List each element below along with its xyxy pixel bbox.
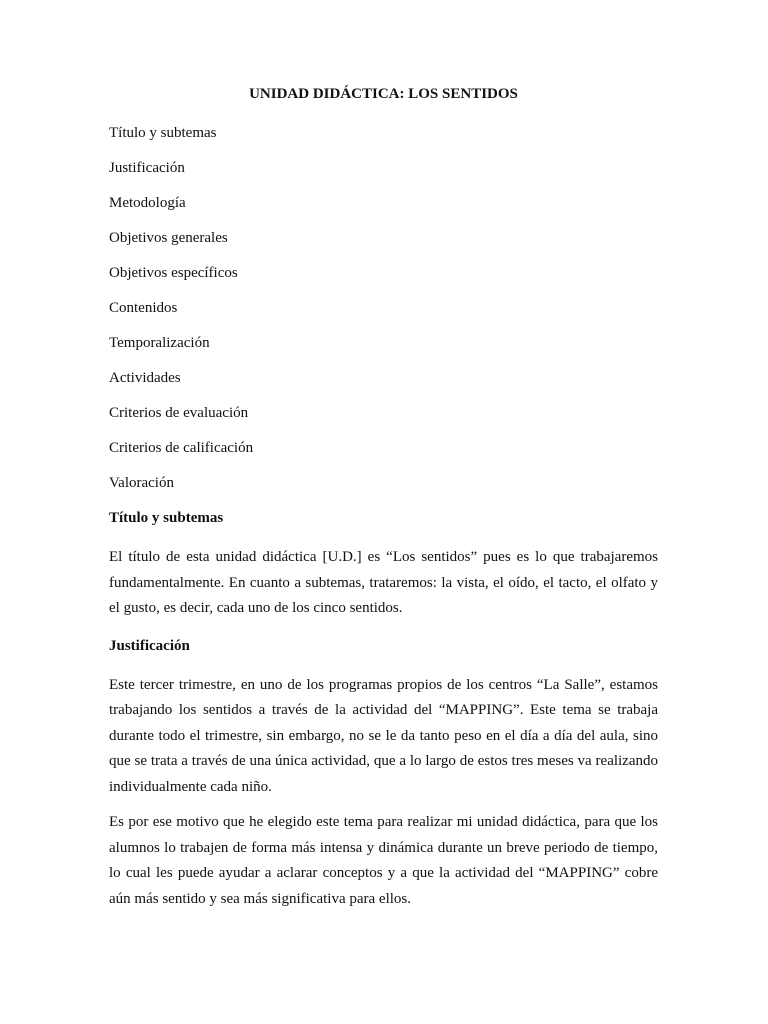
section-heading-justificacion: Justificación <box>109 637 190 654</box>
toc-item: Metodología <box>109 195 186 211</box>
paragraph: El título de esta unidad didáctica [U.D.] es “Los sentidos” pues es lo que trabajaremos fundamentalmente. En cuanto a subtemas, trataremos: la vista, el oído, el tacto, el olfato y el gusto, es decir, cada uno de los cinco sentidos. <box>109 549 658 616</box>
table-of-contents <box>109 123 658 493</box>
toc-item: Contenidos <box>109 300 178 316</box>
toc-item: Criterios de calificación <box>109 440 254 456</box>
document-page <box>109 84 658 922</box>
toc-item: Valoración <box>109 475 174 491</box>
section-heading-titulo: Título y subtemas <box>109 510 224 526</box>
toc-item: Objetivos específicos <box>109 265 238 281</box>
toc-item: Actividades <box>109 370 181 386</box>
paragraph: Este tercer trimestre, en uno de los programas propios de los centros “La Salle”, estamos trabajando los sentidos a través de la actividad del “MAPPING”. Este tema se trabaja durante todo el trimestre, sin embargo, no se le da tanto peso en el día a día del aula, sino que se trata a través de una única actividad, que a lo largo de estos tres meses va realizando individualmente cada niño. <box>109 676 658 795</box>
toc-item: Título y subtemas <box>109 125 217 141</box>
toc-item: Criterios de evaluación <box>109 405 249 421</box>
toc-item: Temporalización <box>109 335 210 351</box>
paragraph: Es por ese motivo que he elegido este tema para realizar mi unidad didáctica, para que los alumnos lo trabajen de forma más intensa y dinámica durante un breve periodo de tiempo, lo cual les puede ayudar a aclarar conceptos y a que la actividad del “MAPPING” cobre aún más sentido y sea más significativa para ellos. <box>109 814 658 907</box>
document-title: UNIDAD DIDÁCTICA: LOS SENTIDOS <box>249 86 518 102</box>
toc-item: Justificación <box>109 160 185 176</box>
toc-item: Objetivos generales <box>109 230 228 246</box>
